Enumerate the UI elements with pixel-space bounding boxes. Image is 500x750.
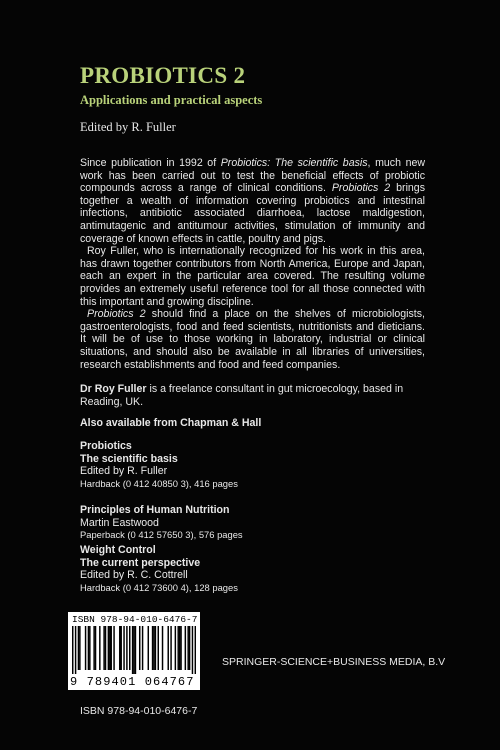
blurb-emphasis: Probiotics 2 — [87, 308, 146, 321]
related-book-title: Weight Control — [80, 544, 156, 556]
barcode-bar — [139, 626, 140, 670]
barcode — [68, 612, 200, 690]
barcode-bar — [179, 626, 180, 670]
editor-credit: Edited by R. Fuller — [80, 120, 176, 134]
barcode-bar — [89, 626, 90, 670]
barcode-bar — [79, 626, 80, 670]
barcode-bar — [119, 626, 120, 670]
barcode-bar — [177, 626, 178, 670]
barcode-bar — [132, 626, 133, 674]
barcode-bar — [148, 626, 149, 670]
barcode-digits: 9 789401 064767 — [70, 675, 195, 689]
author-note — [80, 383, 420, 409]
blurb-emphasis: Probiotics 2 — [331, 182, 391, 195]
publisher: SPRINGER-SCIENCE+BUSINESS MEDIA, B.V — [222, 656, 446, 668]
related-book — [80, 504, 243, 542]
barcode-bar — [170, 626, 171, 670]
related-book-author: Edited by R. Fuller — [80, 465, 168, 478]
barcode-bar — [78, 626, 79, 670]
barcode-bar — [175, 626, 176, 670]
related-book-meta: Paperback (0 412 57650 3), 576 pages — [80, 529, 243, 541]
blurb-emphasis: Probiotics: The scientific basis — [220, 157, 368, 169]
blurb — [80, 157, 425, 371]
barcode-bar — [180, 626, 181, 670]
barcode-bar — [88, 626, 89, 670]
barcode-bar — [85, 626, 86, 670]
related-book-subtitle: The current perspective — [80, 556, 201, 569]
related-book-title: Probiotics — [80, 440, 132, 452]
barcode-bar — [99, 626, 100, 670]
barcode-bar — [113, 626, 114, 670]
barcode-bar — [103, 626, 104, 670]
blurb-text: should find a place on the shelves of microbiologists, gastroenterologists, food and feed scientists, nutritionists and dieticians. It will be of use to those working in laboratory, industrial or clinical situations, and should also be available in all libraries of universities, research establishments and food and feed companies. — [80, 308, 425, 371]
author-name: Dr Roy Fuller — [80, 383, 147, 395]
barcode-bar — [133, 626, 134, 674]
barcode-bar — [93, 626, 94, 670]
blurb-paragraph-1 — [80, 157, 425, 245]
author-note-text: is a freelance consultant in gut microecology, based in Reading, UK. — [80, 383, 404, 408]
barcode-bar — [152, 626, 153, 670]
related-book — [80, 544, 238, 594]
barcode-isbn: ISBN 978-94-010-6476-7 — [72, 614, 198, 625]
barcode-bar — [75, 626, 76, 674]
blurb-text: , much new work has been carried out to test the beneficial effects of probiotic compounds across a range of clinical conditions. — [80, 157, 425, 195]
barcode-bar — [126, 626, 127, 670]
barcode-bar — [95, 626, 96, 670]
barcode-bar — [105, 626, 106, 670]
barcode-bar — [110, 626, 111, 670]
barcode-bar — [155, 626, 156, 670]
blurb-paragraph-2: Roy Fuller, who is internationally recognized for his work in this area, has drawn together contributors from North America, Europe and Japan, each an expert in the particular area covered. The resulting volume provides an extremely useful reference tool for all those connected with this important and growing discipline. — [80, 245, 425, 308]
barcode-bar — [162, 626, 163, 670]
related-book-meta: Hardback (0 412 73600 4), 128 pages — [80, 581, 238, 593]
barcode-bar — [108, 626, 109, 670]
related-book-meta: Hardback (0 412 40850 3), 416 pages — [80, 477, 238, 489]
book-title: PROBIOTICS 2 — [80, 63, 246, 88]
blurb-text: brings together a wealth of information covering probiotics and intestinal infections, antibiotic associated diarrhoea, lactose maldigestion, antimutagenic and antitumour activities, stimulation of immunity and coverage of known effects in cattle, poultry and pigs. — [80, 182, 425, 245]
barcode-bar — [123, 626, 124, 670]
blurb-text: Since publication in 1992 of — [80, 157, 221, 169]
barcode-bar — [167, 626, 168, 670]
barcode-bar — [158, 626, 159, 670]
related-book-subtitle: The scientific basis — [80, 452, 178, 465]
related-book — [80, 440, 238, 490]
related-book-title: Principles of Human Nutrition — [80, 504, 230, 516]
barcode-bar — [195, 626, 196, 674]
isbn: ISBN 978-94-010-6476-7 — [80, 705, 198, 717]
barcode-bar — [135, 626, 136, 674]
barcode-bar — [187, 626, 188, 670]
barcode-bar — [192, 626, 193, 674]
barcode-bar — [72, 626, 73, 674]
barcode-bars — [72, 626, 196, 674]
related-book-author: Martin Eastwood — [80, 516, 159, 529]
barcode-bar — [120, 626, 121, 670]
related-book-author: Edited by R. C. Cottrell — [80, 569, 188, 582]
also-available-heading: Also available from Chapman & Hall — [80, 417, 262, 429]
barcode-bar — [129, 626, 130, 670]
barcode-bar — [189, 626, 190, 670]
book-subtitle: Applications and practical aspects — [80, 93, 263, 107]
blurb-paragraph-3 — [80, 308, 425, 371]
barcode-bar — [142, 626, 143, 670]
barcode-bar — [109, 626, 110, 670]
barcode-bar — [153, 626, 154, 670]
barcode-bar — [185, 626, 186, 670]
